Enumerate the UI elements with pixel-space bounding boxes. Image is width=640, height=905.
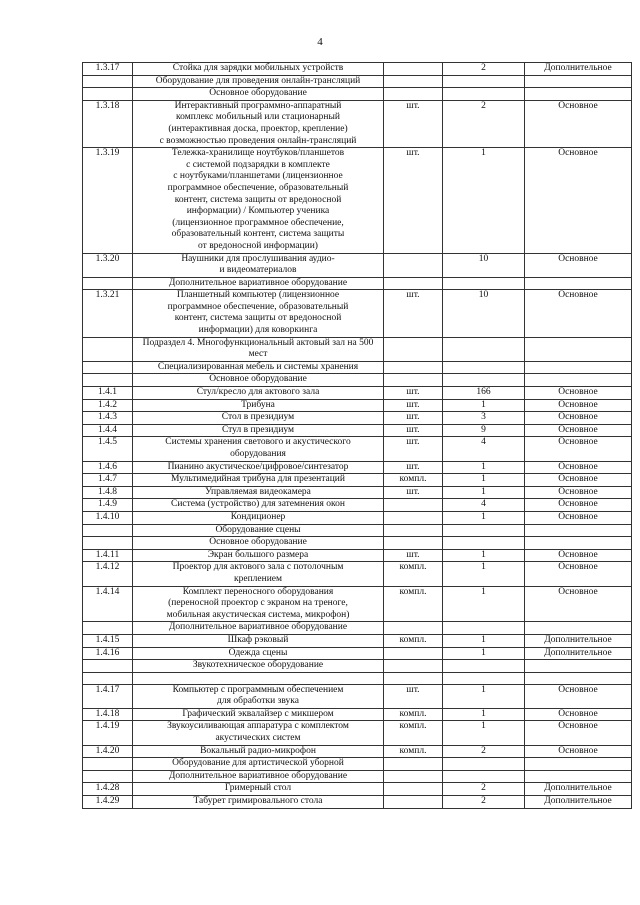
- item-number-cell: 1.4.20: [83, 745, 133, 758]
- item-name-cell: Проектор для актового зала с потолочным креплением: [133, 562, 384, 586]
- item-type-cell: Основное: [525, 586, 632, 622]
- item-number-cell: 1.4.10: [83, 511, 133, 524]
- item-number-cell: 1.4.28: [83, 783, 133, 796]
- table-row: [83, 708, 632, 721]
- item-type-cell: [525, 337, 632, 361]
- item-quantity-cell: [443, 524, 525, 537]
- item-quantity-cell: 2: [443, 783, 525, 796]
- item-quantity-cell: 2: [443, 796, 525, 809]
- item-unit-cell: компл.: [384, 721, 443, 745]
- table-row: [83, 253, 632, 277]
- item-number-cell: 1.4.5: [83, 437, 133, 461]
- item-number-cell: 1.3.18: [83, 100, 133, 147]
- item-number-cell: 1.4.6: [83, 461, 133, 474]
- item-unit-cell: шт.: [384, 290, 443, 337]
- item-name-cell: Основное оборудование: [133, 374, 384, 387]
- item-type-cell: Основное: [525, 461, 632, 474]
- item-number-cell: [83, 770, 133, 783]
- item-type-cell: Основное: [525, 290, 632, 337]
- item-unit-cell: [384, 277, 443, 290]
- item-quantity-cell: 166: [443, 387, 525, 400]
- item-unit-cell: шт.: [384, 100, 443, 147]
- item-unit-cell: [384, 524, 443, 537]
- item-unit-cell: шт.: [384, 486, 443, 499]
- item-type-cell: Основное: [525, 412, 632, 425]
- item-type-cell: Дополнительное: [525, 634, 632, 647]
- item-number-cell: 1.3.21: [83, 290, 133, 337]
- table-row: [83, 290, 632, 337]
- item-unit-cell: шт.: [384, 684, 443, 708]
- table-row: [83, 337, 632, 361]
- item-type-cell: Дополнительное: [525, 783, 632, 796]
- table-row: [83, 647, 632, 660]
- item-number-cell: [83, 361, 133, 374]
- item-number-cell: 1.4.4: [83, 424, 133, 437]
- table-row: [83, 672, 632, 684]
- table-row: [83, 562, 632, 586]
- table-row: [83, 88, 632, 101]
- item-number-cell: 1.4.15: [83, 634, 133, 647]
- item-type-cell: Основное: [525, 399, 632, 412]
- item-name-cell: Тележка-хранилище ноутбуков/планшетов с системой подзарядки в комплекте с ноутбуками/планшетами (лицензионное программное обеспечение, образовательный контент, система защиты от вредоносной информации) / Компьютер ученика (лицензионное программное обеспечение, образовательный контент, система защиты от вредоносной информации): [133, 148, 384, 253]
- item-number-cell: 1.4.2: [83, 399, 133, 412]
- item-unit-cell: шт.: [384, 461, 443, 474]
- item-unit-cell: [384, 770, 443, 783]
- item-name-cell: Пианино акустическое/цифровое/синтезатор: [133, 461, 384, 474]
- item-name-cell: Комплект переносного оборудования (переносной проектор с экраном на треноге, мобильная акустическая система, микрофон): [133, 586, 384, 622]
- item-quantity-cell: 1: [443, 148, 525, 253]
- item-number-cell: 1.4.29: [83, 796, 133, 809]
- item-quantity-cell: 10: [443, 253, 525, 277]
- item-quantity-cell: 1: [443, 586, 525, 622]
- item-type-cell: [525, 374, 632, 387]
- item-quantity-cell: 1: [443, 511, 525, 524]
- item-type-cell: Основное: [525, 437, 632, 461]
- item-name-cell: Дополнительное вариативное оборудование: [133, 770, 384, 783]
- item-quantity-cell: 1: [443, 708, 525, 721]
- table-row: [83, 424, 632, 437]
- item-unit-cell: [384, 63, 443, 76]
- item-number-cell: 1.4.12: [83, 562, 133, 586]
- item-unit-cell: [384, 253, 443, 277]
- item-type-cell: Основное: [525, 708, 632, 721]
- item-name-cell: Системы хранения светового и акустического оборудования: [133, 437, 384, 461]
- item-quantity-cell: 4: [443, 499, 525, 512]
- item-number-cell: 1.3.17: [83, 63, 133, 76]
- item-name-cell: Система (устройство) для затемнения окон: [133, 499, 384, 512]
- table-row: [83, 374, 632, 387]
- item-unit-cell: [384, 622, 443, 635]
- item-quantity-cell: 1: [443, 684, 525, 708]
- item-type-cell: [525, 672, 632, 684]
- item-name-cell: Экран большого размера: [133, 549, 384, 562]
- item-unit-cell: [384, 337, 443, 361]
- item-quantity-cell: 1: [443, 399, 525, 412]
- item-quantity-cell: [443, 672, 525, 684]
- item-name-cell: Основное оборудование: [133, 537, 384, 550]
- item-quantity-cell: 9: [443, 424, 525, 437]
- item-quantity-cell: [443, 277, 525, 290]
- table-row: [83, 622, 632, 635]
- item-unit-cell: [384, 537, 443, 550]
- item-type-cell: [525, 524, 632, 537]
- item-number-cell: 1.4.1: [83, 387, 133, 400]
- item-number-cell: [83, 660, 133, 673]
- item-name-cell: Табурет гримировального стола: [133, 796, 384, 809]
- item-type-cell: [525, 622, 632, 635]
- table-row: [83, 511, 632, 524]
- item-name-cell: Графический эквалайзер с микшером: [133, 708, 384, 721]
- item-unit-cell: [384, 672, 443, 684]
- table-row: [83, 634, 632, 647]
- item-quantity-cell: 2: [443, 745, 525, 758]
- item-name-cell: Оборудование для артистической уборной: [133, 758, 384, 771]
- item-number-cell: 1.4.17: [83, 684, 133, 708]
- item-number-cell: 1.3.19: [83, 148, 133, 253]
- item-type-cell: Основное: [525, 424, 632, 437]
- item-quantity-cell: [443, 770, 525, 783]
- item-name-cell: Вокальный радио-микрофон: [133, 745, 384, 758]
- item-number-cell: [83, 88, 133, 101]
- table-row: [83, 721, 632, 745]
- table-row: [83, 745, 632, 758]
- item-type-cell: Основное: [525, 387, 632, 400]
- item-name-cell: Компьютер с программным обеспечением для обработки звука: [133, 684, 384, 708]
- table-row: [83, 75, 632, 88]
- item-type-cell: Основное: [525, 745, 632, 758]
- item-quantity-cell: 3: [443, 412, 525, 425]
- item-quantity-cell: 1: [443, 721, 525, 745]
- table-row: [83, 770, 632, 783]
- item-number-cell: [83, 524, 133, 537]
- item-quantity-cell: 1: [443, 461, 525, 474]
- item-type-cell: [525, 75, 632, 88]
- table-row: [83, 461, 632, 474]
- item-unit-cell: [384, 361, 443, 374]
- item-type-cell: Основное: [525, 721, 632, 745]
- item-unit-cell: компл.: [384, 745, 443, 758]
- item-name-cell: Звукоусиливающая аппаратура с комплектом акустических систем: [133, 721, 384, 745]
- table-row: [83, 586, 632, 622]
- item-name-cell: Шкаф рэковый: [133, 634, 384, 647]
- item-unit-cell: компл.: [384, 562, 443, 586]
- table-row: [83, 660, 632, 673]
- page-number: 4: [317, 36, 323, 48]
- item-quantity-cell: 1: [443, 634, 525, 647]
- item-unit-cell: шт.: [384, 412, 443, 425]
- item-name-cell: Гримерный стол: [133, 783, 384, 796]
- item-number-cell: 1.4.7: [83, 474, 133, 487]
- item-type-cell: Основное: [525, 148, 632, 253]
- item-number-cell: 1.4.8: [83, 486, 133, 499]
- item-type-cell: [525, 277, 632, 290]
- item-unit-cell: [384, 511, 443, 524]
- table-row: [83, 361, 632, 374]
- table-row: [83, 474, 632, 487]
- item-unit-cell: [384, 783, 443, 796]
- item-name-cell: Звукотехническое оборудование: [133, 660, 384, 673]
- table-row: [83, 100, 632, 147]
- item-type-cell: Основное: [525, 253, 632, 277]
- item-type-cell: Основное: [525, 549, 632, 562]
- item-unit-cell: компл.: [384, 474, 443, 487]
- item-quantity-cell: [443, 374, 525, 387]
- item-name-cell: Оборудование для проведения онлайн-трансляций: [133, 75, 384, 88]
- item-name-cell: Специализированная мебель и системы хранения: [133, 361, 384, 374]
- item-number-cell: [83, 374, 133, 387]
- table-row: [83, 524, 632, 537]
- table-row: [83, 549, 632, 562]
- item-unit-cell: [384, 660, 443, 673]
- item-type-cell: Дополнительное: [525, 647, 632, 660]
- item-name-cell: Трибуна: [133, 399, 384, 412]
- table-row: [83, 412, 632, 425]
- item-unit-cell: шт.: [384, 399, 443, 412]
- item-number-cell: [83, 672, 133, 684]
- item-quantity-cell: [443, 337, 525, 361]
- item-quantity-cell: 1: [443, 549, 525, 562]
- item-type-cell: Основное: [525, 562, 632, 586]
- item-quantity-cell: 2: [443, 63, 525, 76]
- item-type-cell: Основное: [525, 499, 632, 512]
- table-row: [83, 684, 632, 708]
- item-unit-cell: [384, 647, 443, 660]
- item-quantity-cell: 10: [443, 290, 525, 337]
- item-name-cell: Мультимедийная трибуна для презентаций: [133, 474, 384, 487]
- item-unit-cell: [384, 88, 443, 101]
- table-row: [83, 437, 632, 461]
- item-unit-cell: [384, 499, 443, 512]
- item-number-cell: 1.4.18: [83, 708, 133, 721]
- item-name-cell: Управляемая видеокамера: [133, 486, 384, 499]
- item-name-cell: Дополнительное вариативное оборудование: [133, 622, 384, 635]
- table-row: [83, 399, 632, 412]
- item-unit-cell: компл.: [384, 586, 443, 622]
- item-quantity-cell: 4: [443, 437, 525, 461]
- item-quantity-cell: 1: [443, 562, 525, 586]
- item-type-cell: Дополнительное: [525, 796, 632, 809]
- item-quantity-cell: [443, 75, 525, 88]
- item-type-cell: [525, 361, 632, 374]
- item-unit-cell: шт.: [384, 387, 443, 400]
- item-name-cell: Дополнительное вариативное оборудование: [133, 277, 384, 290]
- table-row: [83, 148, 632, 253]
- item-name-cell: Планшетный компьютер (лицензионное программное обеспечение, образовательный контент, система защиты от вредоносной информации) для коворкинга: [133, 290, 384, 337]
- table-row: [83, 537, 632, 550]
- item-number-cell: [83, 277, 133, 290]
- item-type-cell: [525, 770, 632, 783]
- equipment-table-body: [83, 63, 632, 809]
- item-number-cell: [83, 75, 133, 88]
- item-name-cell: Одежда сцены: [133, 647, 384, 660]
- item-number-cell: 1.4.14: [83, 586, 133, 622]
- table-row: [83, 63, 632, 76]
- item-name-cell: Подраздел 4. Многофункциональный актовый зал на 500 мест: [133, 337, 384, 361]
- table-row: [83, 486, 632, 499]
- item-type-cell: Основное: [525, 511, 632, 524]
- table-row: [83, 277, 632, 290]
- item-unit-cell: [384, 374, 443, 387]
- item-name-cell: Кондиционер: [133, 511, 384, 524]
- item-quantity-cell: 2: [443, 100, 525, 147]
- item-unit-cell: [384, 796, 443, 809]
- item-unit-cell: [384, 758, 443, 771]
- item-quantity-cell: [443, 537, 525, 550]
- item-quantity-cell: [443, 758, 525, 771]
- item-type-cell: Основное: [525, 684, 632, 708]
- item-name-cell: Стул в президиум: [133, 424, 384, 437]
- item-type-cell: [525, 758, 632, 771]
- item-type-cell: Дополнительное: [525, 63, 632, 76]
- table-row: [83, 387, 632, 400]
- item-quantity-cell: [443, 361, 525, 374]
- item-type-cell: [525, 537, 632, 550]
- item-name-cell: Стул/кресло для актового зала: [133, 387, 384, 400]
- item-unit-cell: компл.: [384, 634, 443, 647]
- item-unit-cell: шт.: [384, 549, 443, 562]
- item-unit-cell: компл.: [384, 708, 443, 721]
- item-unit-cell: шт.: [384, 148, 443, 253]
- item-number-cell: 1.4.9: [83, 499, 133, 512]
- table-row: [83, 783, 632, 796]
- item-number-cell: [83, 537, 133, 550]
- item-quantity-cell: [443, 622, 525, 635]
- item-type-cell: [525, 88, 632, 101]
- item-number-cell: 1.4.16: [83, 647, 133, 660]
- item-unit-cell: [384, 75, 443, 88]
- item-name-cell: Наушники для прослушивания аудио- и видеоматериалов: [133, 253, 384, 277]
- item-quantity-cell: 1: [443, 474, 525, 487]
- item-type-cell: [525, 660, 632, 673]
- item-number-cell: 1.4.19: [83, 721, 133, 745]
- item-number-cell: [83, 622, 133, 635]
- item-quantity-cell: [443, 660, 525, 673]
- item-number-cell: 1.4.3: [83, 412, 133, 425]
- item-quantity-cell: [443, 88, 525, 101]
- equipment-table: [82, 62, 632, 809]
- item-number-cell: [83, 758, 133, 771]
- table-row: [83, 758, 632, 771]
- item-number-cell: 1.3.20: [83, 253, 133, 277]
- table-row: [83, 499, 632, 512]
- item-number-cell: 1.4.11: [83, 549, 133, 562]
- item-name-cell: Стол в президиум: [133, 412, 384, 425]
- table-row: [83, 796, 632, 809]
- item-name-cell: [133, 672, 384, 684]
- item-name-cell: Стойка для зарядки мобильных устройств: [133, 63, 384, 76]
- item-type-cell: Основное: [525, 100, 632, 147]
- item-name-cell: Основное оборудование: [133, 88, 384, 101]
- item-name-cell: Оборудование сцены: [133, 524, 384, 537]
- item-number-cell: [83, 337, 133, 361]
- item-quantity-cell: 1: [443, 647, 525, 660]
- item-quantity-cell: 1: [443, 486, 525, 499]
- item-unit-cell: шт.: [384, 424, 443, 437]
- item-type-cell: Основное: [525, 474, 632, 487]
- item-type-cell: Основное: [525, 486, 632, 499]
- item-name-cell: Интерактивный программно-аппаратный комплекс мобильный или стационарный (интерактивная доска, проектор, крепление) с возможностью проведения онлайн-трансляций: [133, 100, 384, 147]
- item-unit-cell: шт.: [384, 437, 443, 461]
